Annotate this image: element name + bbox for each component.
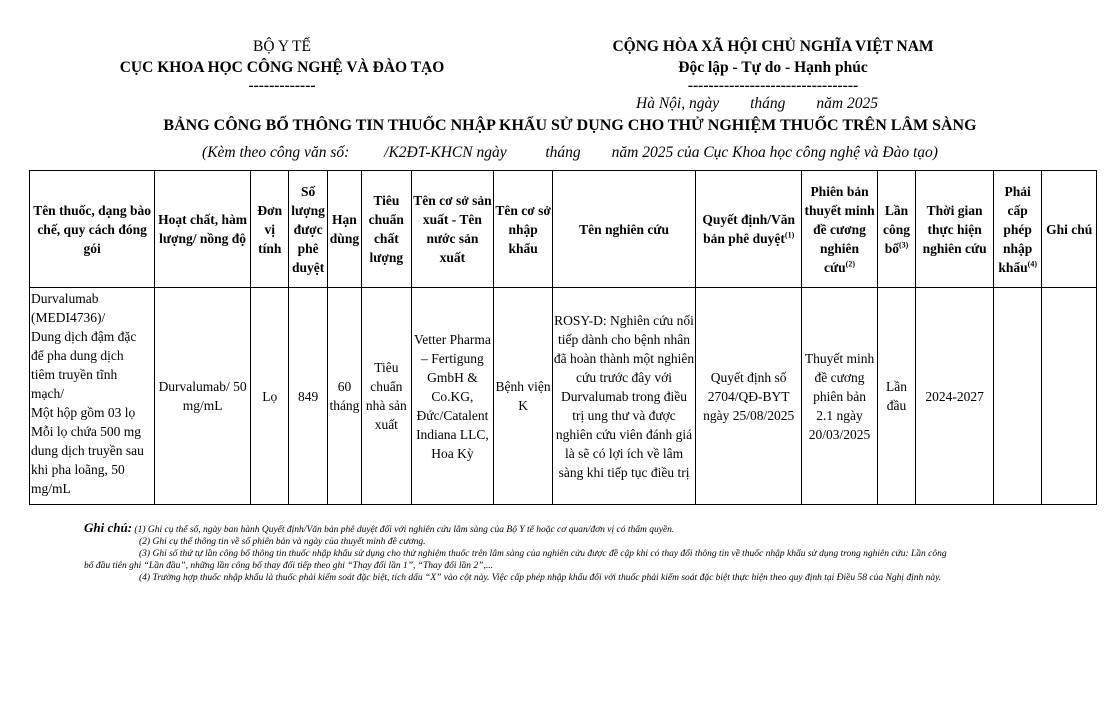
header-left: [60, 36, 504, 94]
footnote-3: (3) Ghi số thứ tự lần công bố thông tin thuốc nhập khẩu sử dụng cho thử nghiệm thuốc trên lâm sàng của nghiên cứu được đề cập khi có thay đổi thông tin về thuốc nhập khẩu sử dụng trong nghiên cứu: Lần công: [139, 549, 947, 559]
col-header-importer: Tên cơ sở nhập khẩu: [494, 171, 553, 288]
left-separator: -------------: [248, 77, 316, 94]
col-header-note: Ghi chú: [1042, 171, 1097, 288]
col-header-drug: Tên thuốc, dạng bào chế, quy cách đóng gói: [30, 171, 155, 288]
drug-line: khi pha loãng, 50: [31, 462, 125, 477]
motto: Độc lập - Tự do - Hạnh phúc: [678, 59, 868, 76]
table-row: [30, 288, 1097, 505]
cell-note: [1042, 288, 1097, 505]
country-name: CỘNG HÒA XÃ HỘI CHỦ NGHĨA VIỆT NAM: [612, 38, 934, 55]
col-header-protocol: [802, 171, 878, 288]
col-header-manufacturer: Tên cơ sở sản xuất - Tên nước sản xuất: [411, 171, 494, 288]
col-header-decision: [696, 171, 802, 288]
drug-line: Durvalumab: [31, 291, 99, 306]
footnote-4: (4) Trường hợp thuốc nhập khẩu là thuốc phải kiểm soát đặc biệt, tích dấu “X” vào cột này. Việc cấp phép nhập khẩu đối với thuốc phải kiểm soát đặc biệt thực hiện theo quy định tại Điều 58 của Nghị định này.: [139, 573, 942, 583]
cell-decision: Quyết định số 2704/QĐ-BYT ngày 25/08/2025: [696, 288, 802, 505]
col-header-permit-text: Phải cấp phép nhập khẩu: [998, 183, 1033, 275]
drug-line: tiêm truyền tĩnh: [31, 367, 118, 382]
cell-period: 2024-2027: [916, 288, 994, 505]
footnote-2: (2) Ghi cụ thể thông tin về số phiên bản và ngày của thuyết minh đề cương.: [139, 537, 426, 547]
cell-times: Lần đầu: [877, 288, 915, 505]
col-header-protocol-text: Phiên bản thuyết minh đề cương nghiên cứu: [804, 183, 875, 275]
footnote-3-continued: bố đầu tiên ghi “Lần đầu”, những lần công bố thay đổi tiếp theo ghi “Thay đổi lần 1”, “Thay đổi lần 2”,...: [84, 561, 493, 571]
footnote-ref-4: (4): [1027, 259, 1037, 268]
document-title: BẢNG CÔNG BỐ THÔNG TIN THUỐC NHẬP KHẨU SỬ DỤNG CHO THỬ NGHIỆM THUỐC TRÊN LÂM SÀNG: [163, 117, 977, 134]
document-subtitle: (Kèm theo công văn số: /K2ĐT-KHCN ngày tháng năm 2025 của Cục Khoa học công nghệ và Đào tạo): [202, 144, 938, 161]
cell-importer: Bệnh viện K: [494, 288, 553, 505]
cell-expiry: 60 tháng: [327, 288, 361, 505]
drug-line: Mỗi lọ chứa 500 mg: [31, 424, 142, 439]
cell-active: Durvalumab/ 50 mg/mL: [155, 288, 251, 505]
drug-line: để pha dung dịch: [31, 348, 124, 363]
col-header-period: Thời gian thực hiện nghiên cứu: [916, 171, 994, 288]
col-header-times-text: Lần công bố: [883, 202, 911, 256]
drug-line: Dung dịch đậm đặc: [31, 329, 137, 344]
header-right: [553, 36, 993, 94]
date-line: Hà Nội, ngày tháng năm 2025: [636, 95, 878, 112]
drug-line: mạch/: [31, 386, 64, 401]
ministry-name: BỘ Y TẾ: [253, 38, 311, 55]
cell-standard: Tiêu chuẩn nhà sản xuất: [362, 288, 411, 505]
footnote-ref-2: (2): [845, 259, 855, 268]
col-header-decision-text: Quyết định/Văn bản phê duyệt: [702, 212, 795, 246]
col-header-quantity: Số lượng được phê duyệt: [289, 171, 327, 288]
footnotes: [84, 522, 1074, 584]
col-header-study: Tên nghiên cứu: [552, 171, 695, 288]
cell-quantity: 849: [289, 288, 327, 505]
drug-line: mg/mL: [31, 481, 71, 496]
table-header-row: [30, 171, 1097, 288]
footnote-ref-1: (1): [784, 230, 795, 240]
cell-drug: [30, 288, 155, 505]
col-header-expiry: Hạn dùng: [327, 171, 361, 288]
right-separator: ---------------------------------: [687, 77, 859, 94]
col-header-permit: [993, 171, 1041, 288]
drug-info-table: [29, 170, 1097, 505]
col-header-unit: Đơn vị tính: [251, 171, 289, 288]
footnote-1: (1) Ghi cụ thể số, ngày ban hành Quyết định/Văn bản phê duyệt đối với nghiên cứu lâm sàng của Bộ Y tế hoặc cơ quan/đơn vị có thẩm quyền.: [134, 525, 675, 535]
drug-line: Một hộp gồm 03 lọ: [31, 405, 136, 420]
col-header-standard: Tiêu chuẩn chất lượng: [362, 171, 411, 288]
cell-manufacturer: Vetter Pharma – Fertigung GmbH & Co.KG, Đức/Catalent Indiana LLC, Hoa Kỳ: [411, 288, 494, 505]
col-header-times: [877, 171, 915, 288]
cell-protocol: Thuyết minh đề cương phiên bản 2.1 ngày 20/03/2025: [802, 288, 878, 505]
col-header-active: Hoạt chất, hàm lượng/ nồng độ: [155, 171, 251, 288]
footnote-ref-3: (3): [899, 240, 909, 249]
notes-label: Ghi chú:: [84, 520, 133, 535]
cell-permit: [993, 288, 1041, 505]
department-name: CỤC KHOA HỌC CÔNG NGHỆ VÀ ĐÀO TẠO: [119, 59, 445, 76]
drug-line: (MEDI4736)/: [31, 310, 106, 325]
cell-unit: Lọ: [251, 288, 289, 505]
drug-line: dung dịch truyền sau: [31, 443, 144, 458]
cell-study: ROSY-D: Nghiên cứu nối tiếp dành cho bệnh nhân đã hoàn thành một nghiên cứu trước đây với Durvalumab trong điều trị ung thư và được nghiên cứu viên đánh giá là sẽ có lợi ích về lâm sàng khi tiếp tục điều trị: [552, 288, 695, 505]
